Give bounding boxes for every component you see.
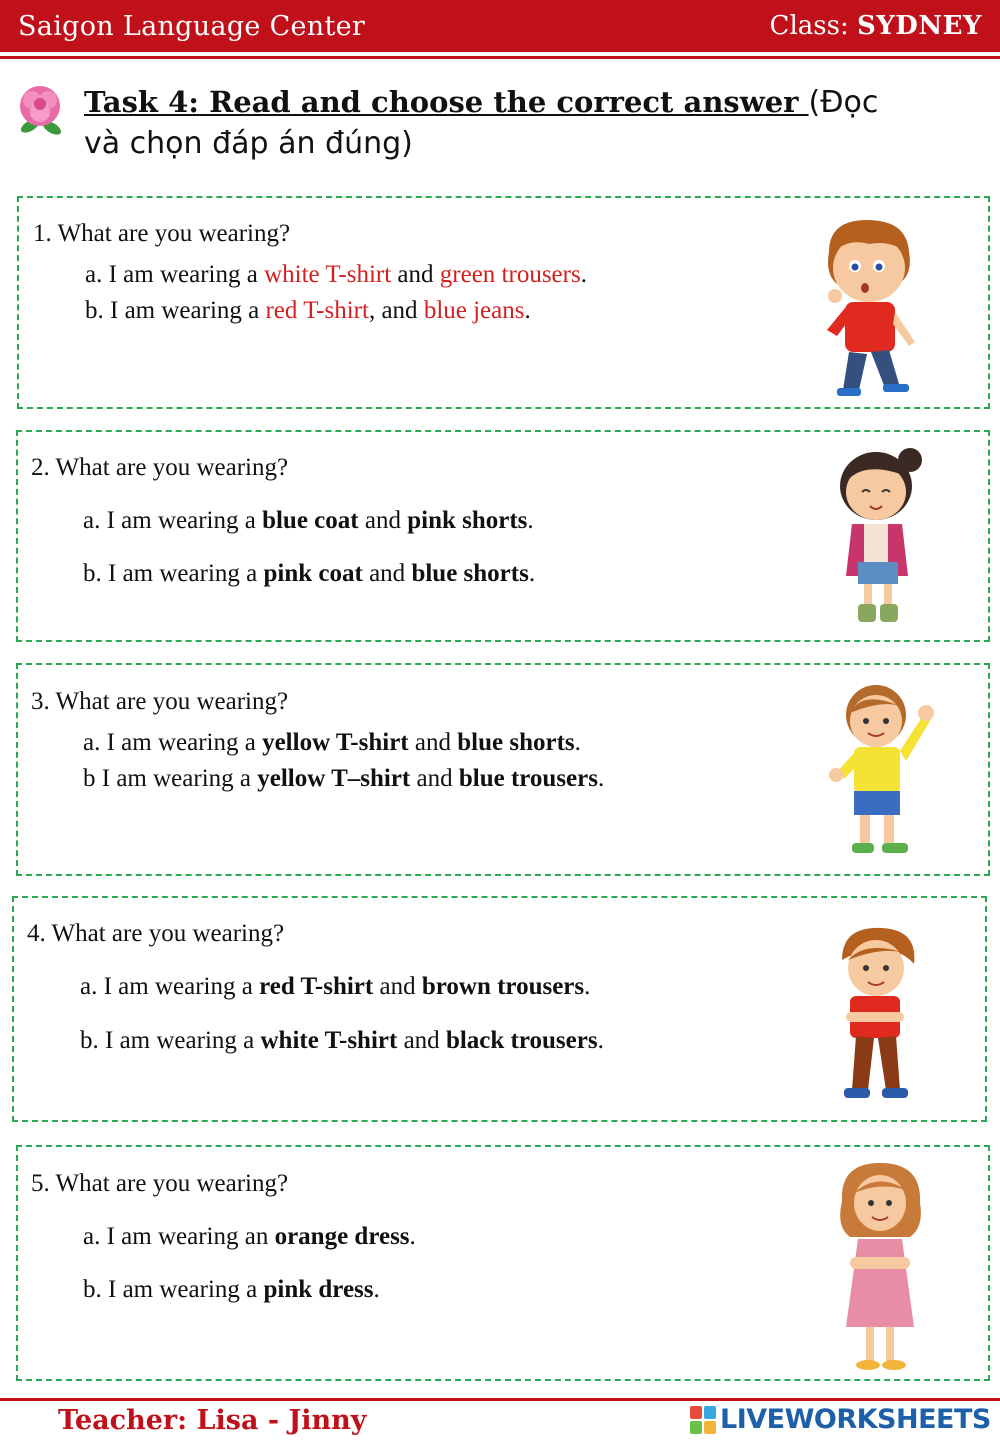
option-a[interactable]	[83, 729, 581, 757]
question-box-3	[16, 663, 990, 876]
option-item: pink coat	[263, 560, 363, 587]
boy-thinking-figure	[809, 212, 929, 402]
option-a[interactable]	[83, 507, 534, 535]
option-item: green trousers	[439, 261, 581, 288]
option-item: blue coat	[262, 507, 359, 534]
option-item: black trousers	[445, 1027, 598, 1054]
option-item: white T-shirt	[264, 261, 392, 288]
option-prefix: b. I am wearing a	[83, 560, 264, 587]
option-end: .	[597, 765, 605, 792]
option-end: .	[584, 973, 591, 1000]
question-text: 2. What are you wearing?	[31, 454, 289, 481]
flower-icon	[10, 78, 70, 138]
option-item: pink shorts	[407, 507, 528, 534]
option-prefix: b. I am wearing a	[85, 297, 266, 324]
option-prefix: b I am wearing a	[83, 765, 258, 792]
option-a[interactable]	[80, 973, 590, 1001]
option-item: yellow T–shirt	[257, 765, 411, 792]
teacher-name: Teacher: Lisa - Jinny	[58, 1405, 367, 1436]
brand-text: LIVEWORKSHEETS	[720, 1404, 991, 1435]
option-mid: and	[408, 729, 458, 756]
option-mid: and	[373, 973, 422, 1000]
question-box-2	[16, 430, 990, 642]
option-a[interactable]	[83, 1223, 416, 1251]
option-end: .	[524, 297, 531, 324]
option-item: blue trousers	[458, 765, 598, 792]
question-text: 4. What are you wearing?	[27, 920, 285, 947]
liveworksheets-brand[interactable]	[690, 1404, 991, 1435]
task-subtitle-1: (Đọc	[808, 85, 879, 120]
option-prefix: a. I am wearing a	[85, 261, 265, 288]
center-name: Saigon Language Center	[18, 10, 366, 42]
option-mid: and	[358, 507, 408, 534]
option-item: blue shorts	[457, 729, 575, 756]
liveworksheets-logo-icon	[690, 1406, 716, 1434]
option-end: .	[527, 507, 534, 534]
option-prefix: a. I am wearing an	[83, 1223, 275, 1250]
class-name: SYDNEY	[856, 11, 982, 41]
option-end: .	[373, 1276, 380, 1303]
class-label: Class:	[769, 11, 849, 41]
option-end: .	[409, 1223, 416, 1250]
option-b[interactable]	[83, 560, 535, 588]
option-prefix: a. I am wearing a	[80, 973, 260, 1000]
question-text: 5. What are you wearing?	[31, 1170, 289, 1197]
task-title	[84, 82, 964, 164]
option-item: blue shorts	[411, 560, 529, 587]
class-label-wrap	[770, 11, 982, 41]
boy-yellow-shirt-figure	[822, 677, 944, 863]
option-mid: and	[397, 1027, 446, 1054]
option-item: red T-shirt	[265, 297, 369, 324]
task-title-row	[10, 70, 970, 170]
option-mid: and	[362, 560, 412, 587]
option-mid: and	[410, 765, 459, 792]
page-header	[0, 0, 1000, 52]
task-title-main: Task 4: Read and choose the correct answer	[84, 85, 809, 119]
option-end: .	[528, 560, 536, 587]
option-prefix: a. I am wearing a	[83, 729, 263, 756]
option-item: pink dress	[263, 1276, 374, 1303]
question-box-5	[16, 1145, 990, 1381]
option-item: white T-shirt	[260, 1027, 398, 1054]
option-a[interactable]	[85, 261, 587, 289]
option-end: .	[597, 1027, 604, 1054]
option-prefix: a. I am wearing a	[83, 507, 263, 534]
girl-pink-coat-figure	[824, 442, 934, 632]
boy-red-shirt-figure	[828, 920, 928, 1106]
option-mid: and	[391, 261, 440, 288]
question-box-4	[12, 896, 987, 1122]
option-item: yellow T-shirt	[262, 729, 409, 756]
option-item: orange dress	[274, 1223, 410, 1250]
option-end: .	[580, 261, 587, 288]
footer-divider	[0, 1398, 1000, 1401]
option-prefix: b. I am wearing a	[83, 1276, 264, 1303]
option-item: blue jeans	[423, 297, 525, 324]
option-prefix: b. I am wearing a	[80, 1027, 261, 1054]
option-b[interactable]	[83, 765, 604, 793]
option-item: red T-shirt	[259, 973, 374, 1000]
option-item: brown trousers	[421, 973, 585, 1000]
option-b[interactable]	[83, 1276, 380, 1304]
header-divider	[0, 56, 1000, 59]
option-b[interactable]	[85, 297, 531, 325]
task-subtitle-2: và chọn đáp án đúng)	[84, 126, 413, 161]
question-box-1	[17, 196, 990, 409]
option-mid: , and	[368, 297, 424, 324]
question-text: 3. What are you wearing?	[31, 688, 289, 715]
option-end: .	[574, 729, 581, 756]
question-text: 1. What are you wearing?	[33, 220, 291, 247]
option-b[interactable]	[80, 1027, 604, 1055]
girl-pink-dress-figure	[828, 1157, 934, 1379]
